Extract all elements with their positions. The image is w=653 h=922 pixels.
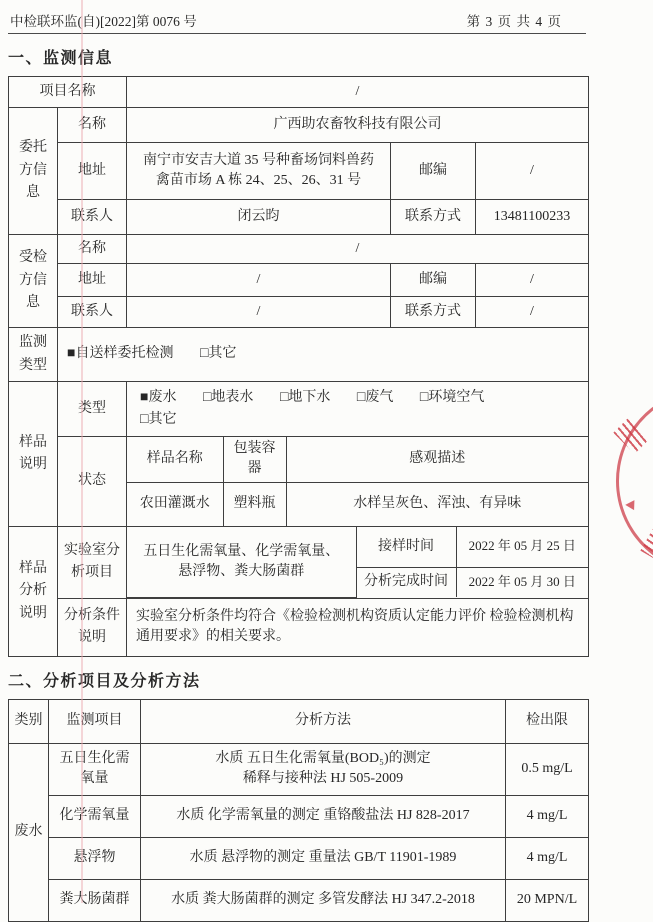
- client-address-label: 地址: [58, 143, 127, 200]
- checkbox-wastewater: ■废水: [140, 389, 177, 405]
- analysis-methods-table: [8, 699, 589, 922]
- client-name-label: 名称: [58, 108, 127, 143]
- sample-type-options: [127, 382, 589, 437]
- method-bod5: 水质 五日生化需氧量(BOD₅)的测定 稀释与接种法 HJ 505-2009: [141, 743, 506, 795]
- page-header: [8, 8, 586, 34]
- client-group-label: 委托方信息: [9, 108, 58, 235]
- condition-label: 分析条件说明: [58, 598, 127, 656]
- receive-time-label: 接样时间: [356, 527, 456, 567]
- table-row: [127, 437, 588, 482]
- condition-value: 实验室分析条件均符合《检验检测机构资质认定能力评价 检验检测机构通用要求》的相关要求。: [127, 598, 589, 656]
- table-row: [9, 200, 589, 235]
- table-row: [9, 527, 589, 599]
- item-ss: 悬浮物: [49, 837, 141, 879]
- project-name-label: 项目名称: [9, 77, 127, 108]
- limit-bod5: 0.5 mg/L: [506, 743, 589, 795]
- sample-type-label: 类型: [58, 382, 127, 437]
- checkbox-waste-gas: □废气: [356, 389, 394, 405]
- item-bod5: 五日生化需氧量: [49, 743, 141, 795]
- sample-state-subtable: [127, 437, 589, 527]
- checkbox-groundwater: □地下水: [279, 389, 331, 405]
- finish-time-value: 2022 年 05 月 30 日: [456, 567, 588, 597]
- table-row: [9, 143, 589, 200]
- table-row: [9, 328, 589, 382]
- table-row: [9, 297, 589, 328]
- table-row: [9, 837, 589, 879]
- client-postcode-label: 邮编: [391, 143, 476, 200]
- red-stamp: [599, 371, 653, 592]
- inspected-contact-label: 联系人: [58, 297, 127, 328]
- limit-ss: 4 mg/L: [506, 837, 589, 879]
- method-ss: 水质 悬浮物的测定 重量法 GB/T 11901-1989: [141, 837, 506, 879]
- inspected-address-value: /: [127, 264, 391, 297]
- inspected-name-label: 名称: [58, 235, 127, 264]
- client-contact-label: 联系人: [58, 200, 127, 235]
- inspected-name-value: /: [127, 235, 589, 264]
- client-postcode-value: /: [476, 143, 589, 200]
- monitoring-type-label: 监测类型: [9, 328, 58, 382]
- inspected-address-label: 地址: [58, 264, 127, 297]
- table-row: [9, 235, 589, 264]
- table-row: [9, 382, 589, 437]
- inspected-postcode-label: 邮编: [391, 264, 476, 297]
- container-value: 塑料瓶: [223, 482, 286, 526]
- inspected-group-label: 受检方信息: [9, 235, 58, 328]
- table-row: [9, 879, 589, 921]
- inspected-phone-value: /: [476, 297, 589, 328]
- client-contact-value: 闭云昀: [127, 200, 391, 235]
- sample-state-label: 状态: [58, 437, 127, 527]
- checkbox-surface-water: □地表水: [202, 389, 254, 405]
- sample-name-header: 样品名称: [127, 437, 223, 482]
- method-cod: 水质 化学需氧量的测定 重铬酸盐法 HJ 828-2017: [141, 795, 506, 837]
- client-phone-value: 13481100233: [476, 200, 589, 235]
- checkbox-ambient-air: □环境空气: [419, 389, 485, 405]
- table-row: [9, 743, 589, 795]
- category-header: 类别: [9, 699, 49, 743]
- limit-coliform: 20 MPN/L: [506, 879, 589, 921]
- checkbox-other: □其它: [199, 346, 237, 362]
- checkbox-self-sample: ■自送样委托检测: [67, 346, 174, 362]
- method-coliform: 水质 粪大肠菌群的测定 多管发酵法 HJ 347.2-2018: [141, 879, 506, 921]
- appearance-header: 感观描述: [286, 437, 588, 482]
- sample-group-label: 样品说明: [9, 382, 58, 527]
- table-header-row: [9, 699, 589, 743]
- table-row: [127, 482, 588, 526]
- section2-title: 二、分析项目及分析方法: [8, 672, 201, 690]
- appearance-value: 水样呈灰色、浑浊、有异味: [286, 482, 588, 526]
- table-row: [9, 598, 589, 656]
- inspected-phone-label: 联系方式: [391, 297, 476, 328]
- container-header: 包装容器: [223, 437, 286, 482]
- project-name-value: /: [127, 77, 589, 108]
- inspected-contact-value: /: [127, 297, 391, 328]
- client-phone-label: 联系方式: [391, 200, 476, 235]
- table-row: [9, 77, 589, 108]
- client-address-value: 南宁市安吉大道 35 号种畜场饲料兽药 禽苗市场 A 栋 24、25、26、31 号: [127, 143, 391, 200]
- limit-header: 检出限: [506, 699, 589, 743]
- lab-items-subtable: [127, 527, 589, 599]
- item-header: 监测项目: [49, 699, 141, 743]
- category-value: 废水: [9, 743, 49, 921]
- checkbox-other-type: □其它: [140, 412, 177, 427]
- client-name-value: 广西助农畜牧科技有限公司: [127, 108, 589, 143]
- page-indicator: 第 3 页 共 4 页: [466, 14, 562, 29]
- lab-items-label: 实验室分析项目: [58, 527, 127, 599]
- stamp-arrow-mark: [625, 500, 634, 510]
- limit-cod: 4 mg/L: [506, 795, 589, 837]
- monitoring-info-table: [8, 76, 589, 657]
- section1-title: 一、监测信息: [8, 50, 114, 67]
- sample-name-value: 农田灌溉水: [127, 482, 223, 526]
- item-cod: 化学需氧量: [49, 795, 141, 837]
- finish-time-label: 分析完成时间: [356, 567, 456, 597]
- table-row: [9, 108, 589, 143]
- report-number: 中检联环监(自)[2022]第 0076 号: [10, 14, 197, 29]
- stamp-glyph-fragment: [613, 419, 648, 454]
- inspected-postcode-value: /: [476, 264, 589, 297]
- lab-items-value: 五日生化需氧量、化学需氧量、 悬浮物、粪大肠菌群: [127, 527, 356, 597]
- method-header: 分析方法: [141, 699, 506, 743]
- stamp-glyph-fragment: [640, 523, 653, 563]
- table-row: [9, 437, 589, 527]
- analysis-group-label: 样品分析说明: [9, 527, 58, 657]
- monitoring-type-options: [58, 328, 589, 382]
- receive-time-value: 2022 年 05 月 25 日: [456, 527, 588, 567]
- table-row: [9, 795, 589, 837]
- table-row: [127, 527, 588, 567]
- item-coliform: 粪大肠菌群: [49, 879, 141, 921]
- table-row: [9, 264, 589, 297]
